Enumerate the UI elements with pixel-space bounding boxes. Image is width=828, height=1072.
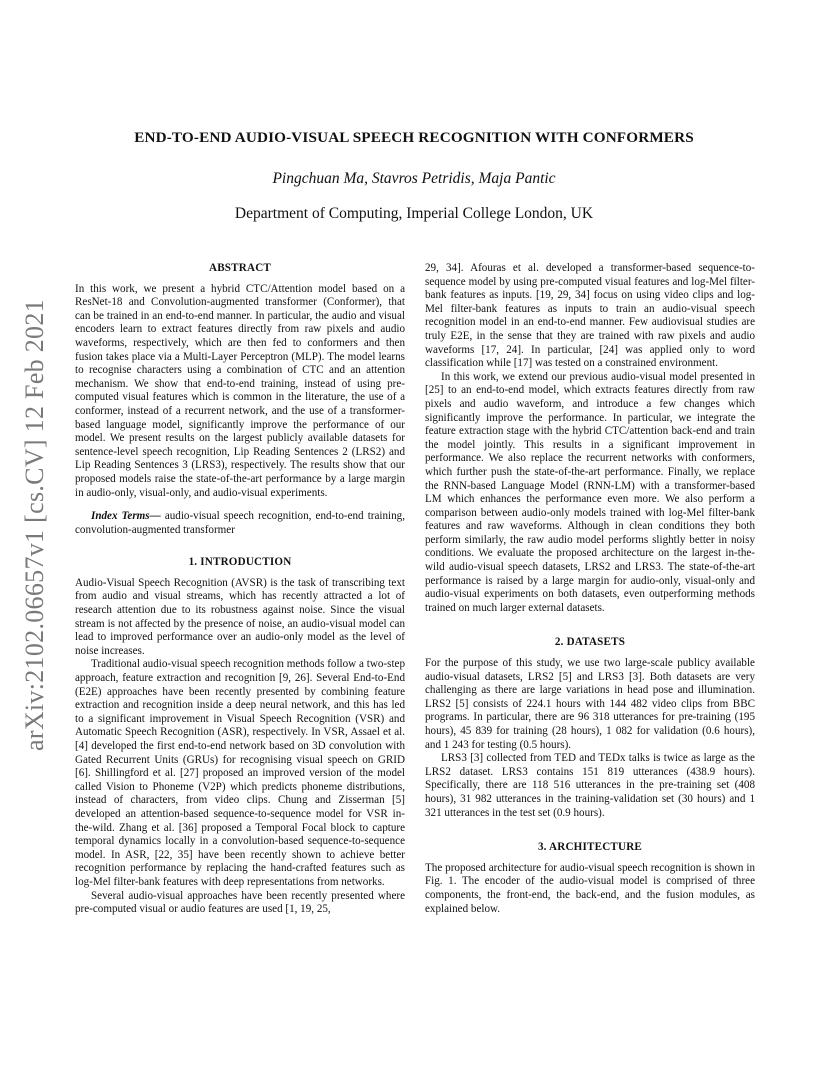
architecture-heading: 3. ARCHITECTURE [537, 841, 643, 854]
intro-paragraph-2: Traditional audio-visual speech recognition methods follow a two-step approach, feature extraction and recognition [9, 26]. Several End-to-End (E2E) approaches have been recently presented by combining feature extraction and recognition inside a deep neural network, and this has led to a significant improvement in Visual Speech Recognition (VSR) and Automatic Speech Recognition (ASR), respectively. In VSR, Assael et al. [4] developed the first end-to-end network based on 3D convolution with Gated Recurrent Units (GRUs) for recognising visual speech on GRID [6]. Shillingford et al. [27] proposed an improved version of the model called Vision to Phoneme (V2P) which predicts phoneme distributions, instead of characters, from video clips. Chung and Zisserman [5] developed an attention-based sequence-to-sequence model for VSR in-the-wild. Zhang et al. [36] proposed a Temporal Focal block to capture temporal dynamics locally in a convolution-based sequence-to-sequence model. In ASR, [22, 35] have been recently shown to achieve better recognition performance by replacing the hand-crafted features such as log-Mel filter-bank features with deep representations from networks. [75, 658, 405, 888]
datasets-paragraph-1: For the purpose of this study, we use two large-scale publicy available audio-visual datasets, LRS2 [5] and LRS3 [3]. Both datasets are very challenging as there are large variations in head pose and illumination. LRS2 [5] consists of 224.1 hours with 144 482 video clips from BBC programs. In particular, there are 96 318 utterances for pre-training (195 hours), 45 839 for training (28 hours), 1 082 for validation (0.6 hours), and 1 243 for testing (0.5 hours). [425, 657, 755, 751]
right-column [425, 262, 755, 916]
arxiv-stamp-text: arXiv:2102.06657v1 [cs.CV] 12 Feb 2021 [20, 299, 50, 751]
index-terms [75, 510, 405, 537]
left-column [75, 262, 405, 917]
arxiv-stamp [20, 290, 50, 760]
introduction-heading: 1. INTRODUCTION [188, 556, 292, 569]
paper-title: END-TO-END AUDIO-VISUAL SPEECH RECOGNITION WITH CONFORMERS [134, 129, 694, 146]
abstract-heading: ABSTRACT [208, 262, 271, 274]
intro-paragraph-3: Several audio-visual approaches have been recently presented where pre-computed visual or audio features are used [1, 19, 25, [75, 889, 405, 916]
paper-authors: Pingchuan Ma, Stavros Petridis, Maja Pantic [272, 170, 556, 187]
intro-paragraph-1: Audio-Visual Speech Recognition (AVSR) is the task of transcribing text from audio and visual streams, which has recently attracted a lot of research attention due to its robustness against noise. Since the visual stream is not affected by the presence of noise, an audio-visual model can lead to improved performance over an audio-only model as the level of noise increases. [75, 576, 405, 657]
datasets-heading: 2. DATASETS [554, 636, 626, 649]
index-terms-label: Index Terms— [91, 510, 161, 523]
intro-paragraph-4: In this work, we extend our previous audio-visual model presented in [25] to an end-to-end model, which extracts features directly from raw pixels and audio waveform, and introduce a few changes which significantly improve the performance. In particular, we integrate the feature extraction stage with the hybrid CTC/attention back-end and train the model jointly. This results in a significant improvement in performance. We also replace the recurrent networks with conformers, which further push the state-of-the-art performance. Finally, we replace the RNN-based Language Model (RNN-LM) with a transformer-based LM which enhances the performance even more. We also perform a comparison between audio-only models trained with log-Mel filter-bank features and raw waveforms. Although in clean conditions they both perform similarly, the raw audio model performs slightly better in noisy conditions. We evaluate the proposed architecture on the largest in-the-wild audio-visual speech datasets, LRS2 and LRS3. The state-of-the-art performance is raised by a large margin for audio-only, visual-only and audio-visual experiments on both datasets, even outperforming methods trained on much larger external datasets. [425, 370, 755, 614]
architecture-paragraph-1: The proposed architecture for audio-visual speech recognition is shown in Fig. 1. The encoder of the audio-visual model is comprised of three components, the front-end, the back-end, and the fusion modules, as explained below. [425, 861, 755, 915]
intro-paragraph-3-continued: 29, 34]. Afouras et al. developed a transformer-based sequence-to-sequence model by using pre-computed visual features and log-Mel filter-bank features as inputs. [19, 29, 34] focus on using video clips and log-Mel filter-bank features as inputs to train an audio-visual speech recognition model in an end-to-end manner. Few audiovisual studies are truly E2E, in the sense that they are trained with raw pixels and audio waveforms [17, 24]. In particular, [24] was applied only to word classification while [17] was tested on a constrained environment. [425, 262, 755, 370]
paper-affiliation: Department of Computing, Imperial College London, UK [234, 205, 594, 222]
datasets-paragraph-2: LRS3 [3] collected from TED and TEDx talks is twice as large as the LRS2 dataset. LRS3 contains 151 819 utterances (438.9 hours). Specifically, there are 118 516 utterances in the pre-training set (408 hours), 31 982 utterances in the training-validation set (30 hours) and 1 321 utterances in the test set (0.9 hours). [425, 752, 755, 819]
index-terms-text: audio-visual speech recognition, end-to-end training, convolution-augmented transformer [75, 510, 405, 536]
abstract-text: In this work, we present a hybrid CTC/Attention model based on a ResNet-18 and Convolution-augmented transformer (Conformer), that can be trained in an end-to-end manner. In particular, the audio and visual encoders learn to extract features directly from raw pixels and audio waveforms, respectively, which are then fed to conformers and then fusion takes place via a Multi-Layer Perceptron (MLP). The model learns to recognise characters using a combination of CTC and an attention mechanism. We show that end-to-end training, instead of using pre-computed visual features which is common in the literature, the use of a conformer, instead of a recurrent network, and the use of a transformer-based language model, significantly improve the performance of our model. We present results on the largest publicly available datasets for sentence-level speech recognition, Lip Reading Sentences 2 (LRS2) and Lip Reading Sentences 3 (LRS3), respectively. The results show that our proposed models raise the state-of-the-art performance by a large margin in audio-only, visual-only, and audio-visual experiments. [75, 282, 405, 499]
